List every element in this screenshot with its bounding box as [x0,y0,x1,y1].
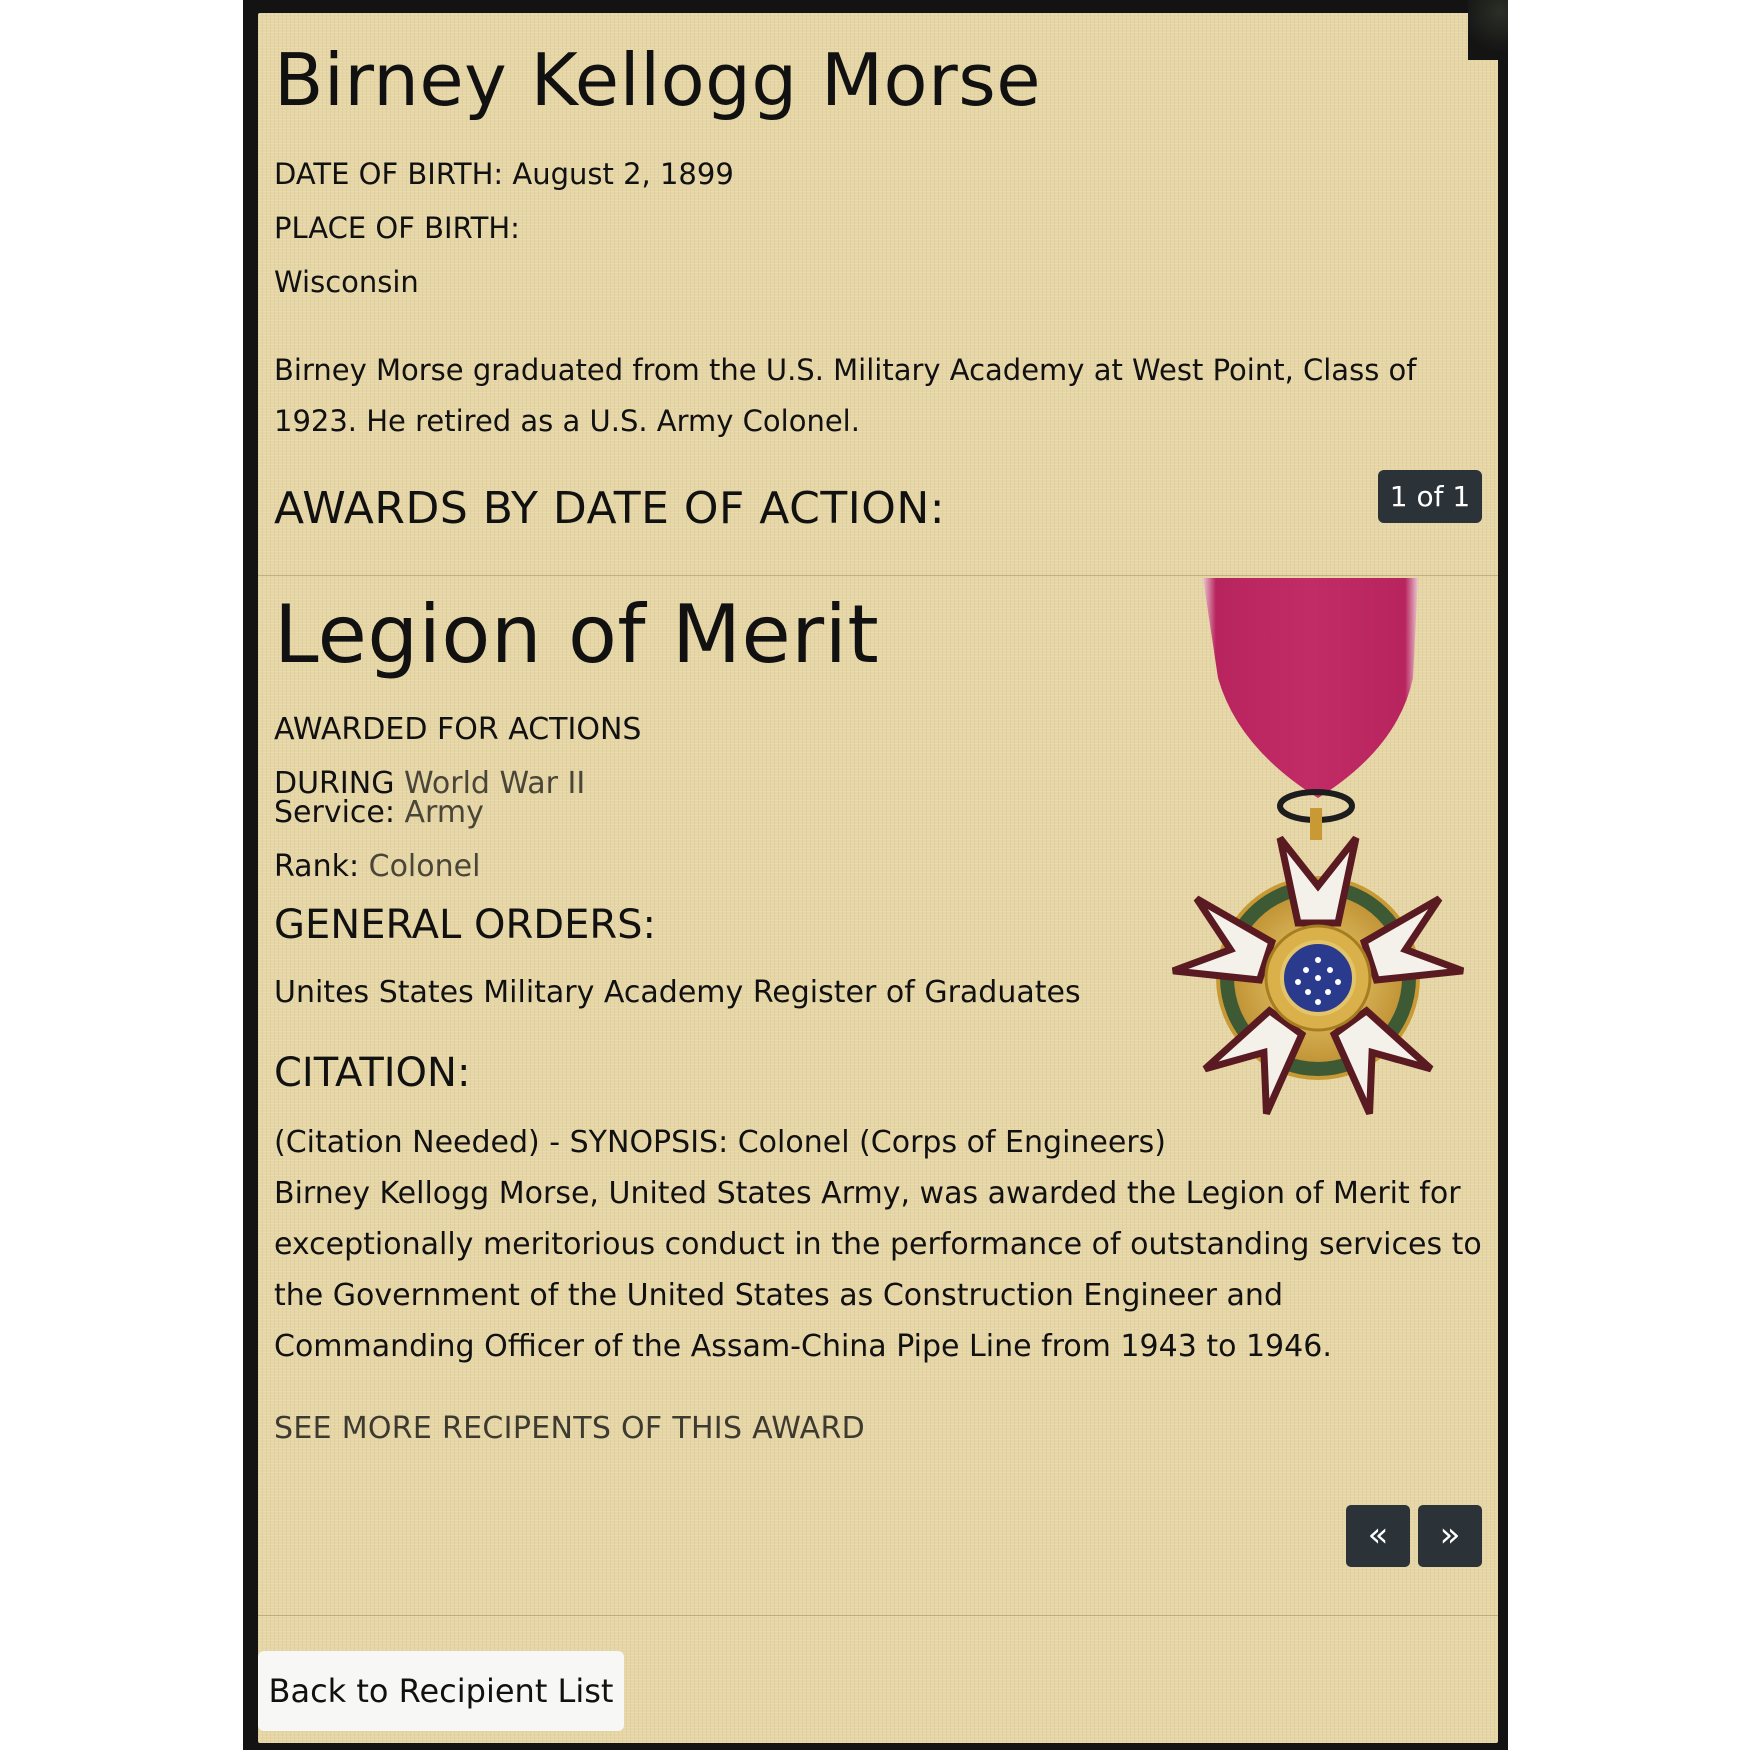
see-more-recipients-link[interactable]: SEE MORE RECIPENTS OF THIS AWARD [274,1411,865,1446]
place-of-birth-label: PLACE OF BIRTH: [274,211,520,245]
awards-heading: AWARDS BY DATE OF ACTION: [274,483,946,534]
divider [258,1615,1498,1616]
chevron-double-left-icon: « [1367,1515,1389,1555]
place-of-birth-value: Wisconsin [274,265,419,299]
conflict-value: World War II [404,766,586,801]
general-orders-heading: GENERAL ORDERS: [274,902,657,948]
date-of-birth [274,157,1482,191]
back-to-recipient-list-button[interactable]: Back to Recipient List [258,1651,624,1731]
dob-label: DATE OF BIRTH: [274,157,504,191]
citation-body: Birney Kellogg Morse, United States Army, was awarded the Legion of Merit for exceptionally meritorious conduct in the performance of outstanding services to the Government of the United States as Construction Engineer and Commanding Officer of the Assam-China Pipe Line from 1943 to 1946. [274,1176,1482,1364]
service-label: Service: [274,795,395,830]
divider [258,575,1498,576]
citation-heading: CITATION: [274,1050,471,1096]
chevron-double-right-icon: » [1439,1515,1461,1555]
award-counter-badge: 1 of 1 [1378,470,1482,523]
general-orders-value: Unites States Military Academy Register of Graduates [274,975,1081,1010]
next-award-button[interactable] [1418,1505,1482,1567]
recipient-panel [258,13,1498,1743]
rank-value: Colonel [368,849,481,884]
citation-text [274,1117,1489,1372]
citation-synopsis: (Citation Needed) - SYNOPSIS: Colonel (Corps of Engineers) [274,1125,1167,1160]
page-frame [243,0,1508,1750]
recipient-name: Birney Kellogg Morse [274,38,1042,122]
legion-of-merit-medal-image [1148,578,1488,1138]
award-title: Legion of Merit [274,588,880,681]
awarded-label: AWARDED FOR ACTIONS DURING [274,712,642,801]
service-value: Army [404,795,484,830]
dob-value: August 2, 1899 [512,157,734,191]
recipient-bio: Birney Morse graduated from the U.S. Military Academy at West Point, Class of 1923. He retired as a U.S. Army Colonel. [274,353,1417,438]
rank-label: Rank: [274,849,360,884]
previous-award-button[interactable] [1346,1505,1410,1567]
